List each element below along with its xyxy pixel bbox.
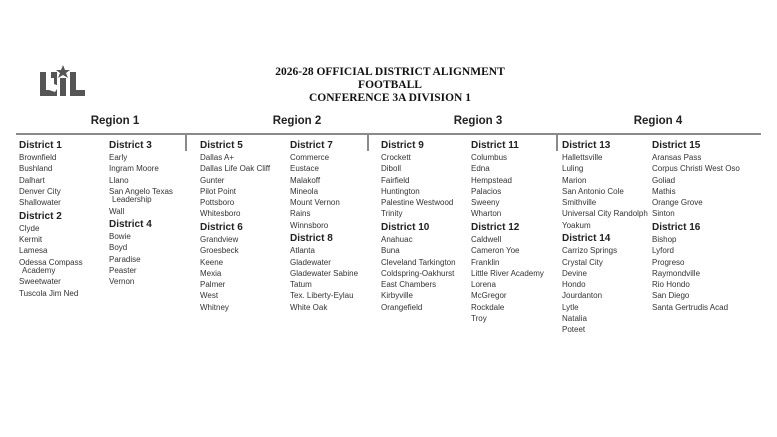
school-name: Little River Academy xyxy=(471,268,544,278)
school-name: Goliad xyxy=(652,175,676,185)
district-column xyxy=(19,140,107,301)
school-name: San Antonio Cole xyxy=(562,186,624,196)
school-name: Poteet xyxy=(562,325,586,335)
school-name: Columbus xyxy=(471,153,508,162)
school-name: East Chambers xyxy=(381,280,437,290)
school-name: Bishop xyxy=(652,234,677,244)
school-name: Winnsboro xyxy=(290,220,329,230)
district-column xyxy=(200,140,288,315)
school-name: Edna xyxy=(471,164,490,174)
school-name: Progreso xyxy=(652,257,685,267)
school-name: Buna xyxy=(381,246,400,256)
school-name: Denver City xyxy=(19,186,61,196)
school-name: Rio Hondo xyxy=(652,280,690,290)
school-name: Corpus Christi West Oso xyxy=(652,164,740,174)
school-name: Whitesboro xyxy=(200,209,241,219)
school-name: Dalhart xyxy=(19,175,45,185)
school-name: Tex. Liberty-Eylau xyxy=(290,291,354,301)
district-heading: District 3 xyxy=(109,140,152,151)
school-name: Eustace xyxy=(290,164,319,174)
school-name: White Oak xyxy=(290,302,328,312)
title-line-1: 2026-28 OFFICIAL DISTRICT ALIGNMENT xyxy=(275,66,505,78)
school-name: Palacios xyxy=(471,186,502,196)
district-heading: District 4 xyxy=(109,219,152,231)
district-heading: District 8 xyxy=(290,233,333,245)
school-name: Atlanta xyxy=(290,246,315,256)
district-heading: District 15 xyxy=(652,140,701,151)
school-name: Malakoff xyxy=(290,175,321,185)
school-name: Universal City Randolph xyxy=(562,209,648,219)
school-name: Gladewater Sabine xyxy=(290,268,359,278)
school-name: Trinity xyxy=(381,209,403,219)
school-name: Crystal City xyxy=(562,257,603,267)
school-name: Groesbeck xyxy=(200,246,239,256)
school-name: Lyford xyxy=(652,246,674,256)
district-heading: District 11 xyxy=(471,140,519,151)
district-heading: District 12 xyxy=(471,221,520,233)
district-column xyxy=(471,140,559,326)
region-1-heading: Region 1 xyxy=(90,115,140,127)
school-name: Paradise xyxy=(109,254,141,264)
school-name: Sweeny xyxy=(471,198,500,208)
school-name: Shallowater xyxy=(19,198,61,208)
school-name: Orange Grove xyxy=(652,198,703,208)
school-name: Dallas A+ xyxy=(200,153,235,162)
school-name: Ingram Moore xyxy=(109,164,159,174)
school-name: Marion xyxy=(562,175,587,185)
school-name: Hallettsville xyxy=(562,153,603,162)
school-name: Tatum xyxy=(290,280,312,290)
school-name: Kirbyville xyxy=(381,291,414,301)
region-2-heading: Region 2 xyxy=(272,115,322,127)
school-name: Wharton xyxy=(471,209,502,219)
school-name: Vernon xyxy=(109,277,135,287)
school-name: Mount Vernon xyxy=(290,198,340,208)
district-column xyxy=(109,140,197,290)
school-name: Rockdale xyxy=(471,302,505,312)
school-name: Hempstead xyxy=(471,175,512,185)
school-name: Mathis xyxy=(652,186,676,196)
district-heading: District 13 xyxy=(562,140,611,151)
district-column xyxy=(562,140,650,338)
school-name: Boyd xyxy=(109,243,128,253)
school-name: San Angelo Texas Leadership xyxy=(109,186,173,205)
school-name: Huntington xyxy=(381,186,420,196)
school-name: Early xyxy=(109,153,128,162)
school-name: Anahuac xyxy=(381,234,413,244)
school-name: Luling xyxy=(562,164,584,174)
school-name: Sinton xyxy=(652,209,675,219)
district-column xyxy=(290,140,378,315)
district-heading: District 9 xyxy=(381,140,424,151)
uil-logo xyxy=(40,64,86,98)
school-name: Palestine Westwood xyxy=(381,198,454,208)
school-name: Palmer xyxy=(200,280,226,290)
school-name: Grandview xyxy=(200,234,239,244)
region-divider xyxy=(16,133,761,135)
school-name: McGregor xyxy=(471,291,507,301)
district-heading: District 1 xyxy=(19,140,62,151)
school-name: Gunter xyxy=(200,175,225,185)
school-name: Mineola xyxy=(290,186,319,196)
title-line-3: CONFERENCE 3A DIVISION 1 xyxy=(309,92,471,104)
school-name: Peaster xyxy=(109,266,137,276)
school-name: Mexia xyxy=(200,268,222,278)
school-name: Pottsboro xyxy=(200,198,235,208)
school-name: Lamesa xyxy=(19,246,48,256)
district-heading: District 10 xyxy=(381,221,430,233)
school-name: Devine xyxy=(562,268,587,278)
district-column xyxy=(381,140,469,315)
school-name: Troy xyxy=(471,314,487,324)
school-name: Hondo xyxy=(562,280,586,290)
title-line-2: FOOTBALL xyxy=(358,79,422,91)
school-name: Wall xyxy=(109,206,125,216)
school-name: Whitney xyxy=(200,302,229,312)
district-heading: District 16 xyxy=(652,221,701,233)
school-name: San Diego xyxy=(652,291,690,301)
school-name: Aransas Pass xyxy=(652,153,702,162)
school-name: Jourdanton xyxy=(562,291,603,301)
district-heading: District 7 xyxy=(290,140,333,151)
school-name: Crockett xyxy=(381,153,411,162)
school-name: Odessa Compass Academy xyxy=(19,257,83,276)
school-name: Diboll xyxy=(381,164,402,174)
school-name: Keene xyxy=(200,257,224,267)
district-heading: District 5 xyxy=(200,140,243,151)
school-name: Caldwell xyxy=(471,234,502,244)
school-name: Cameron Yoe xyxy=(471,246,520,256)
district-heading: District 6 xyxy=(200,221,243,233)
school-name: Raymondville xyxy=(652,268,701,278)
school-name: Rains xyxy=(290,209,311,219)
school-name: Lorena xyxy=(471,280,496,290)
school-name: Dallas Life Oak Cliff xyxy=(200,164,271,174)
region-4-heading: Region 4 xyxy=(633,115,683,127)
region-3-heading: Region 3 xyxy=(453,115,503,127)
school-name: Carrizo Springs xyxy=(562,246,618,256)
school-name: Lytle xyxy=(562,302,579,312)
school-name: Gladewater xyxy=(290,257,331,267)
school-name: Commerce xyxy=(290,153,330,162)
district-heading: District 14 xyxy=(562,233,611,245)
school-name: Smithville xyxy=(562,198,597,208)
school-name: Brownfield xyxy=(19,153,57,162)
school-name: Tuscola Jim Ned xyxy=(19,288,79,298)
school-name: Santa Gertrudis Acad xyxy=(652,302,729,312)
school-name: Kermit xyxy=(19,234,43,244)
school-name: Franklin xyxy=(471,257,500,267)
district-column xyxy=(652,140,740,315)
school-name: Cleveland Tarkington xyxy=(381,257,456,267)
school-name: Clyde xyxy=(19,223,40,233)
school-name: Yoakum xyxy=(562,220,591,230)
district-heading: District 2 xyxy=(19,210,62,222)
school-name: Coldspring-Oakhurst xyxy=(381,268,455,278)
school-name: Llano xyxy=(109,175,129,185)
school-name: Bushland xyxy=(19,164,53,174)
school-name: Sweetwater xyxy=(19,277,61,287)
school-name: Natalia xyxy=(562,314,587,324)
school-name: West xyxy=(200,291,219,301)
school-name: Orangefield xyxy=(381,302,423,312)
school-name: Bowie xyxy=(109,232,131,242)
school-name: Pilot Point xyxy=(200,186,237,196)
school-name: Fairfield xyxy=(381,175,410,185)
